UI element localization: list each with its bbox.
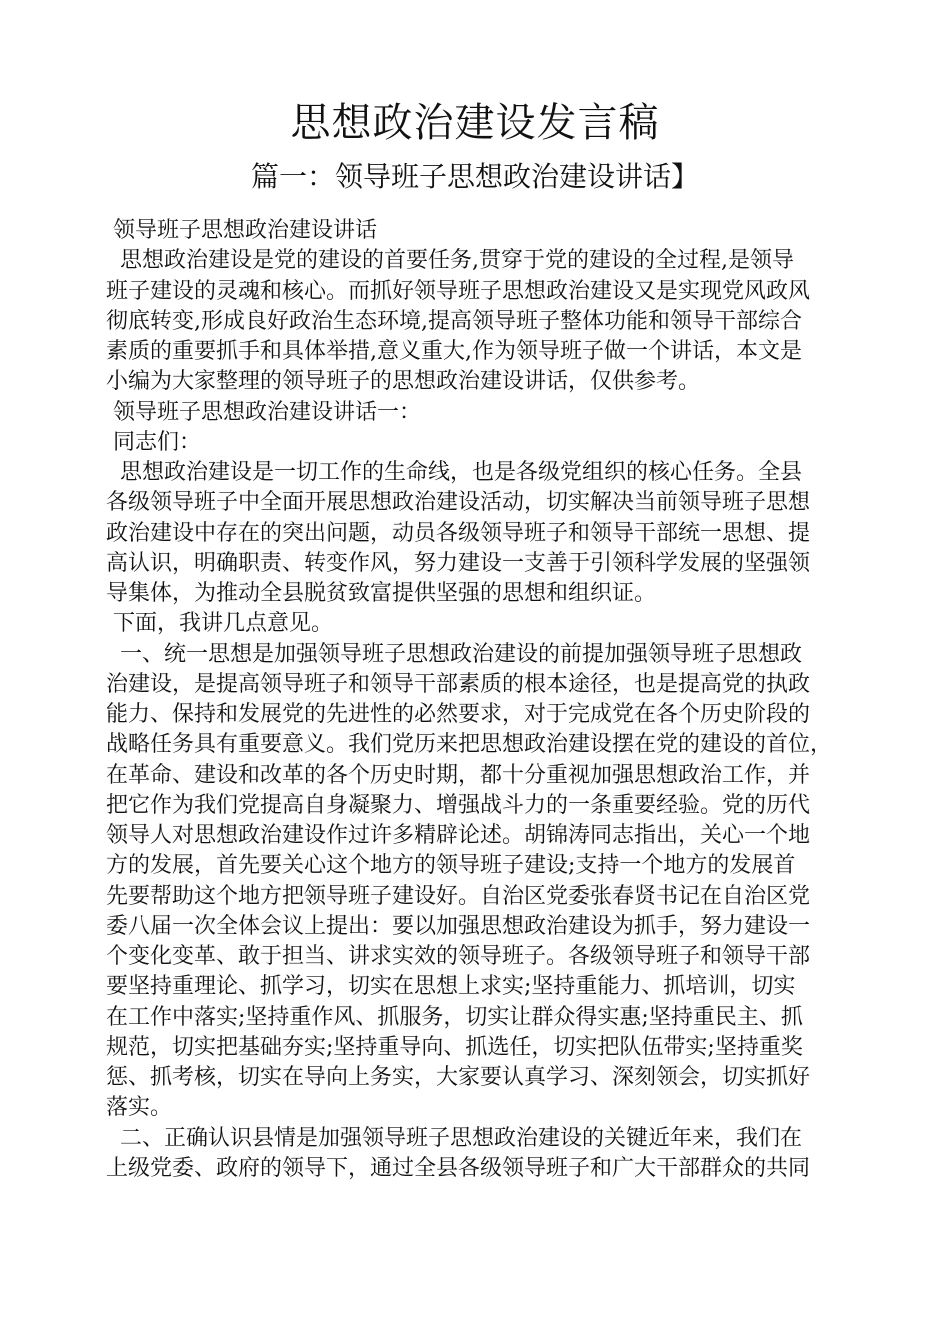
document-subtitle: 篇一：领导班子思想政治建设讲话】 xyxy=(250,160,699,193)
body-text-line: 一、统一思想是加强领导班子思想政治建设的前提加强领导班子思想政 xyxy=(106,641,802,667)
body-text-line: 惩、抓考核，切实在导向上务实，大家要认真学习、深刻领会，切实抓好 xyxy=(106,1065,811,1090)
body-text-line: 落实。 xyxy=(106,1095,173,1121)
body-text-line: 战略任务具有重要意义。我们党历来把思想政治建设摆在党的建设的首位， xyxy=(106,732,833,758)
body-text-line: 方的发展，首先要关心这个地方的领导班子建设;支持一个地方的发展首 xyxy=(106,853,796,879)
body-text-line: 领导班子思想政治建设讲话一： xyxy=(106,399,421,425)
body-text-line: 政治建设中存在的突出问题，动员各级领导班子和领导干部统一思想、提 xyxy=(106,520,811,546)
body-text-line: 在革命、建设和改革的各个历史时期，都十分重视加强思想政治工作，并 xyxy=(106,762,811,788)
body-text-line: 把它作为我们党提高自身凝聚力、增强战斗力的一条重要经验。党的历代 xyxy=(106,792,811,818)
body-text-line: 小编为大家整理的领导班子的思想政治建设讲话，仅供参考。 xyxy=(106,369,701,395)
body-text-line: 先要帮助这个地方把领导班子建设好。自治区党委张春贤书记在自治区党 xyxy=(106,883,811,909)
body-text-line: 要坚持重理论、抓学习，切实在思想上求实;坚持重能力、抓培训，切实 xyxy=(106,974,796,1000)
body-text-line: 治建设，是提高领导班子和领导干部素质的根本途径，也是提高党的执政 xyxy=(106,671,811,697)
document-body xyxy=(106,216,866,1184)
document-title: 思想政治建设发言稿 xyxy=(290,100,660,146)
body-text-line: 二、正确认识县情是加强领导班子思想政治建设的关键近年来，我们在 xyxy=(106,1125,802,1151)
body-text-line: 领导班子思想政治建设讲话 xyxy=(106,218,377,243)
body-text-line: 导集体，为推动全县脱贫致富提供坚强的思想和组织证。 xyxy=(106,581,657,606)
body-text-line: 领导人对思想政治建设作过许多精辟论述。胡锦涛同志指出，关心一个地 xyxy=(106,823,811,848)
body-text-line: 委八届一次全体会议上提出：要以加强思想政治建设为抓手，努力建设一 xyxy=(106,913,811,939)
body-text-line: 各级领导班子中全面开展思想政治建设活动，切实解决当前领导班子思想 xyxy=(106,490,811,516)
body-text-line: 彻底转变,形成良好政治生态环境,提高领导班子整体功能和领导干部综合 xyxy=(106,308,802,334)
body-text-line: 下面，我讲几点意见。 xyxy=(106,611,333,637)
body-text-line: 素质的重要抓手和具体举措,意义重大,作为领导班子做一个讲话，本文是 xyxy=(106,339,802,364)
body-text-line: 上级党委、政府的领导下，通过全县各级领导班子和广大干部群众的共同 xyxy=(106,1155,811,1181)
body-text-line: 在工作中落实;坚持重作风、抓服务，切实让群众得实惠;坚持重民主、抓 xyxy=(106,1004,803,1030)
body-text-line: 规范，切实把基础夯实;坚持重导向、抓选任，切实把队伍带实;坚持重奖 xyxy=(106,1034,803,1060)
body-text-line: 能力、保持和发展党的先进性的必然要求，对于完成党在各个历史阶段的 xyxy=(106,702,811,727)
body-text-line: 思想政治建设是党的建设的首要任务,贯穿于党的建设的全过程,是领导 xyxy=(106,248,794,274)
body-text-line: 个变化变革、敢于担当、讲求实效的领导班子。各级领导班子和领导干部 xyxy=(106,944,811,969)
body-text-line: 班子建设的灵魂和核心。而抓好领导班子思想政治建设又是实现党风政风 xyxy=(106,278,811,304)
body-text-line: 同志们： xyxy=(106,429,201,455)
body-text-line: 思想政治建设是一切工作的生命线，也是各级党组织的核心任务。全县 xyxy=(106,460,802,485)
body-text-line: 高认识，明确职责、转变作风，努力建设一支善于引领科学发展的坚强领 xyxy=(106,550,811,576)
